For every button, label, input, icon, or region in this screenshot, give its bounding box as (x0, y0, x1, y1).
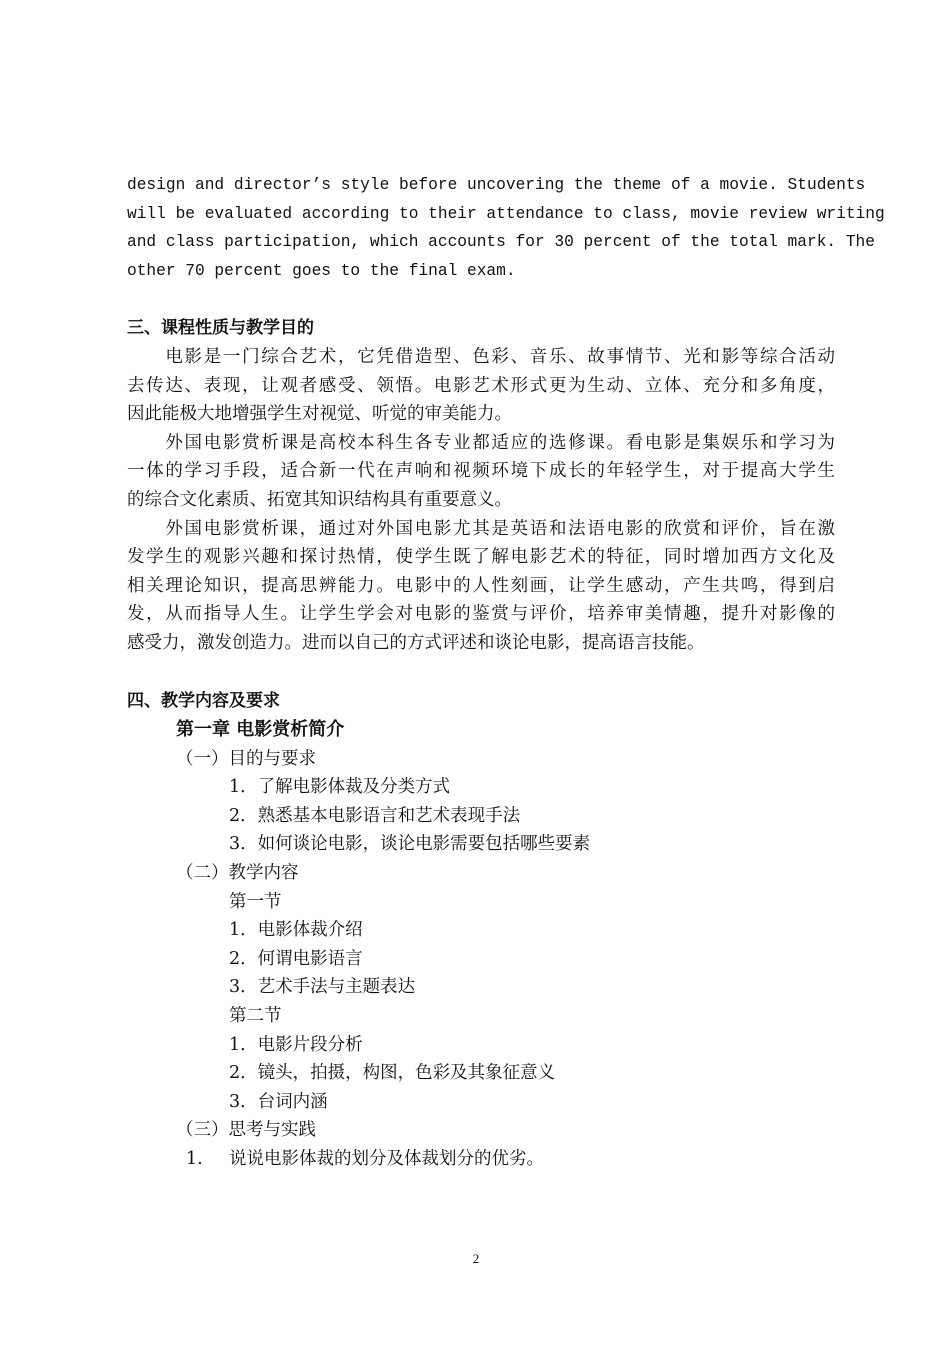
paragraph-line: 一体的学习手段，适合新一代在声响和视频环境下成长的年轻学生，对于提高大学生 (127, 461, 835, 482)
course-description-line: design and director’s style before uncovering the theme of a movie. Students (127, 176, 866, 194)
paragraph-line: 去传达、表现，让观者感受、领悟。电影艺术形式更为生动、立体、充分和多角度， (127, 375, 835, 396)
course-description-line: other 70 percent goes to the final exam. (127, 261, 516, 280)
paragraph-line: 外国电影赏析课，通过对外国电影尤其是英语和法语电影的欣赏和评价，旨在激 (127, 518, 835, 539)
page-number: 2 (472, 1251, 480, 1266)
list-item: 说说电影体裁的划分及体裁划分的优劣。 (229, 1149, 544, 1169)
list-item: 1．了解电影体裁及分类方式 (229, 777, 451, 798)
list-item: 3．台词内涵 (229, 1091, 328, 1112)
list-item: 2．熟悉基本电影语言和艺术表现手法 (229, 805, 521, 826)
paragraph-line: 发，从而指导人生。让学生学会对电影的鉴赏与评价，培养审美情趣，提升对影像的 (127, 604, 835, 625)
paragraph-line: 感受力，激发创造力。进而以自己的方式评述和谈论电影，提高语言技能。 (127, 633, 705, 653)
list-item: 1．电影体裁介绍 (229, 920, 363, 941)
list-item: 2．镜头，拍摄，构图，色彩及其象征意义 (229, 1063, 556, 1084)
course-description-line: will be evaluated according to their attendance to class, movie review writing (127, 204, 885, 223)
paragraph-line: 因此能极大地增强学生对视觉、听觉的审美能力。 (127, 404, 512, 425)
section-heading: 四、教学内容及要求 (127, 691, 280, 711)
section-label: 第二节 (229, 1006, 282, 1026)
subsection-title: （三）思考与实践 (176, 1120, 316, 1141)
subsection-title: （一）目的与要求 (176, 748, 316, 769)
subsection-title: （二）教学内容 (176, 863, 299, 883)
chapter-title: 第一章 电影赏析简介 (176, 719, 345, 740)
paragraph-line: 相关理论知识，提高思辨能力。电影中的人性刻画，让学生感动，产生共鸣，得到启 (127, 575, 835, 596)
section-heading: 三、课程性质与教学目的 (127, 318, 314, 338)
paragraph-line: 发学生的观影兴趣和探讨热情，使学生既了解电影艺术的特征，同时增加西方文化及 (127, 547, 835, 568)
course-description-line: and class participation, which accounts for 30 percent of the total mark. The (127, 233, 875, 252)
list-item: 3．艺术手法与主题表达 (229, 977, 416, 998)
list-item: 1．电影片段分析 (229, 1034, 363, 1055)
list-item-number: 1. (186, 1149, 203, 1169)
paragraph-line: 的综合文化素质、拓宽其知识结构具有重要意义。 (127, 490, 512, 510)
list-item: 2．何谓电影语言 (229, 948, 363, 969)
paragraph-line: 外国电影赏析课是高校本科生各专业都适应的选修课。看电影是集娱乐和学习为 (127, 432, 835, 453)
section-label: 第一节 (229, 891, 282, 912)
list-item: 3．如何谈论电影，谈论电影需要包括哪些要素 (229, 834, 591, 855)
paragraph-line: 电影是一门综合艺术，它凭借造型、色彩、音乐、故事情节、光和影等综合活动 (127, 347, 835, 367)
